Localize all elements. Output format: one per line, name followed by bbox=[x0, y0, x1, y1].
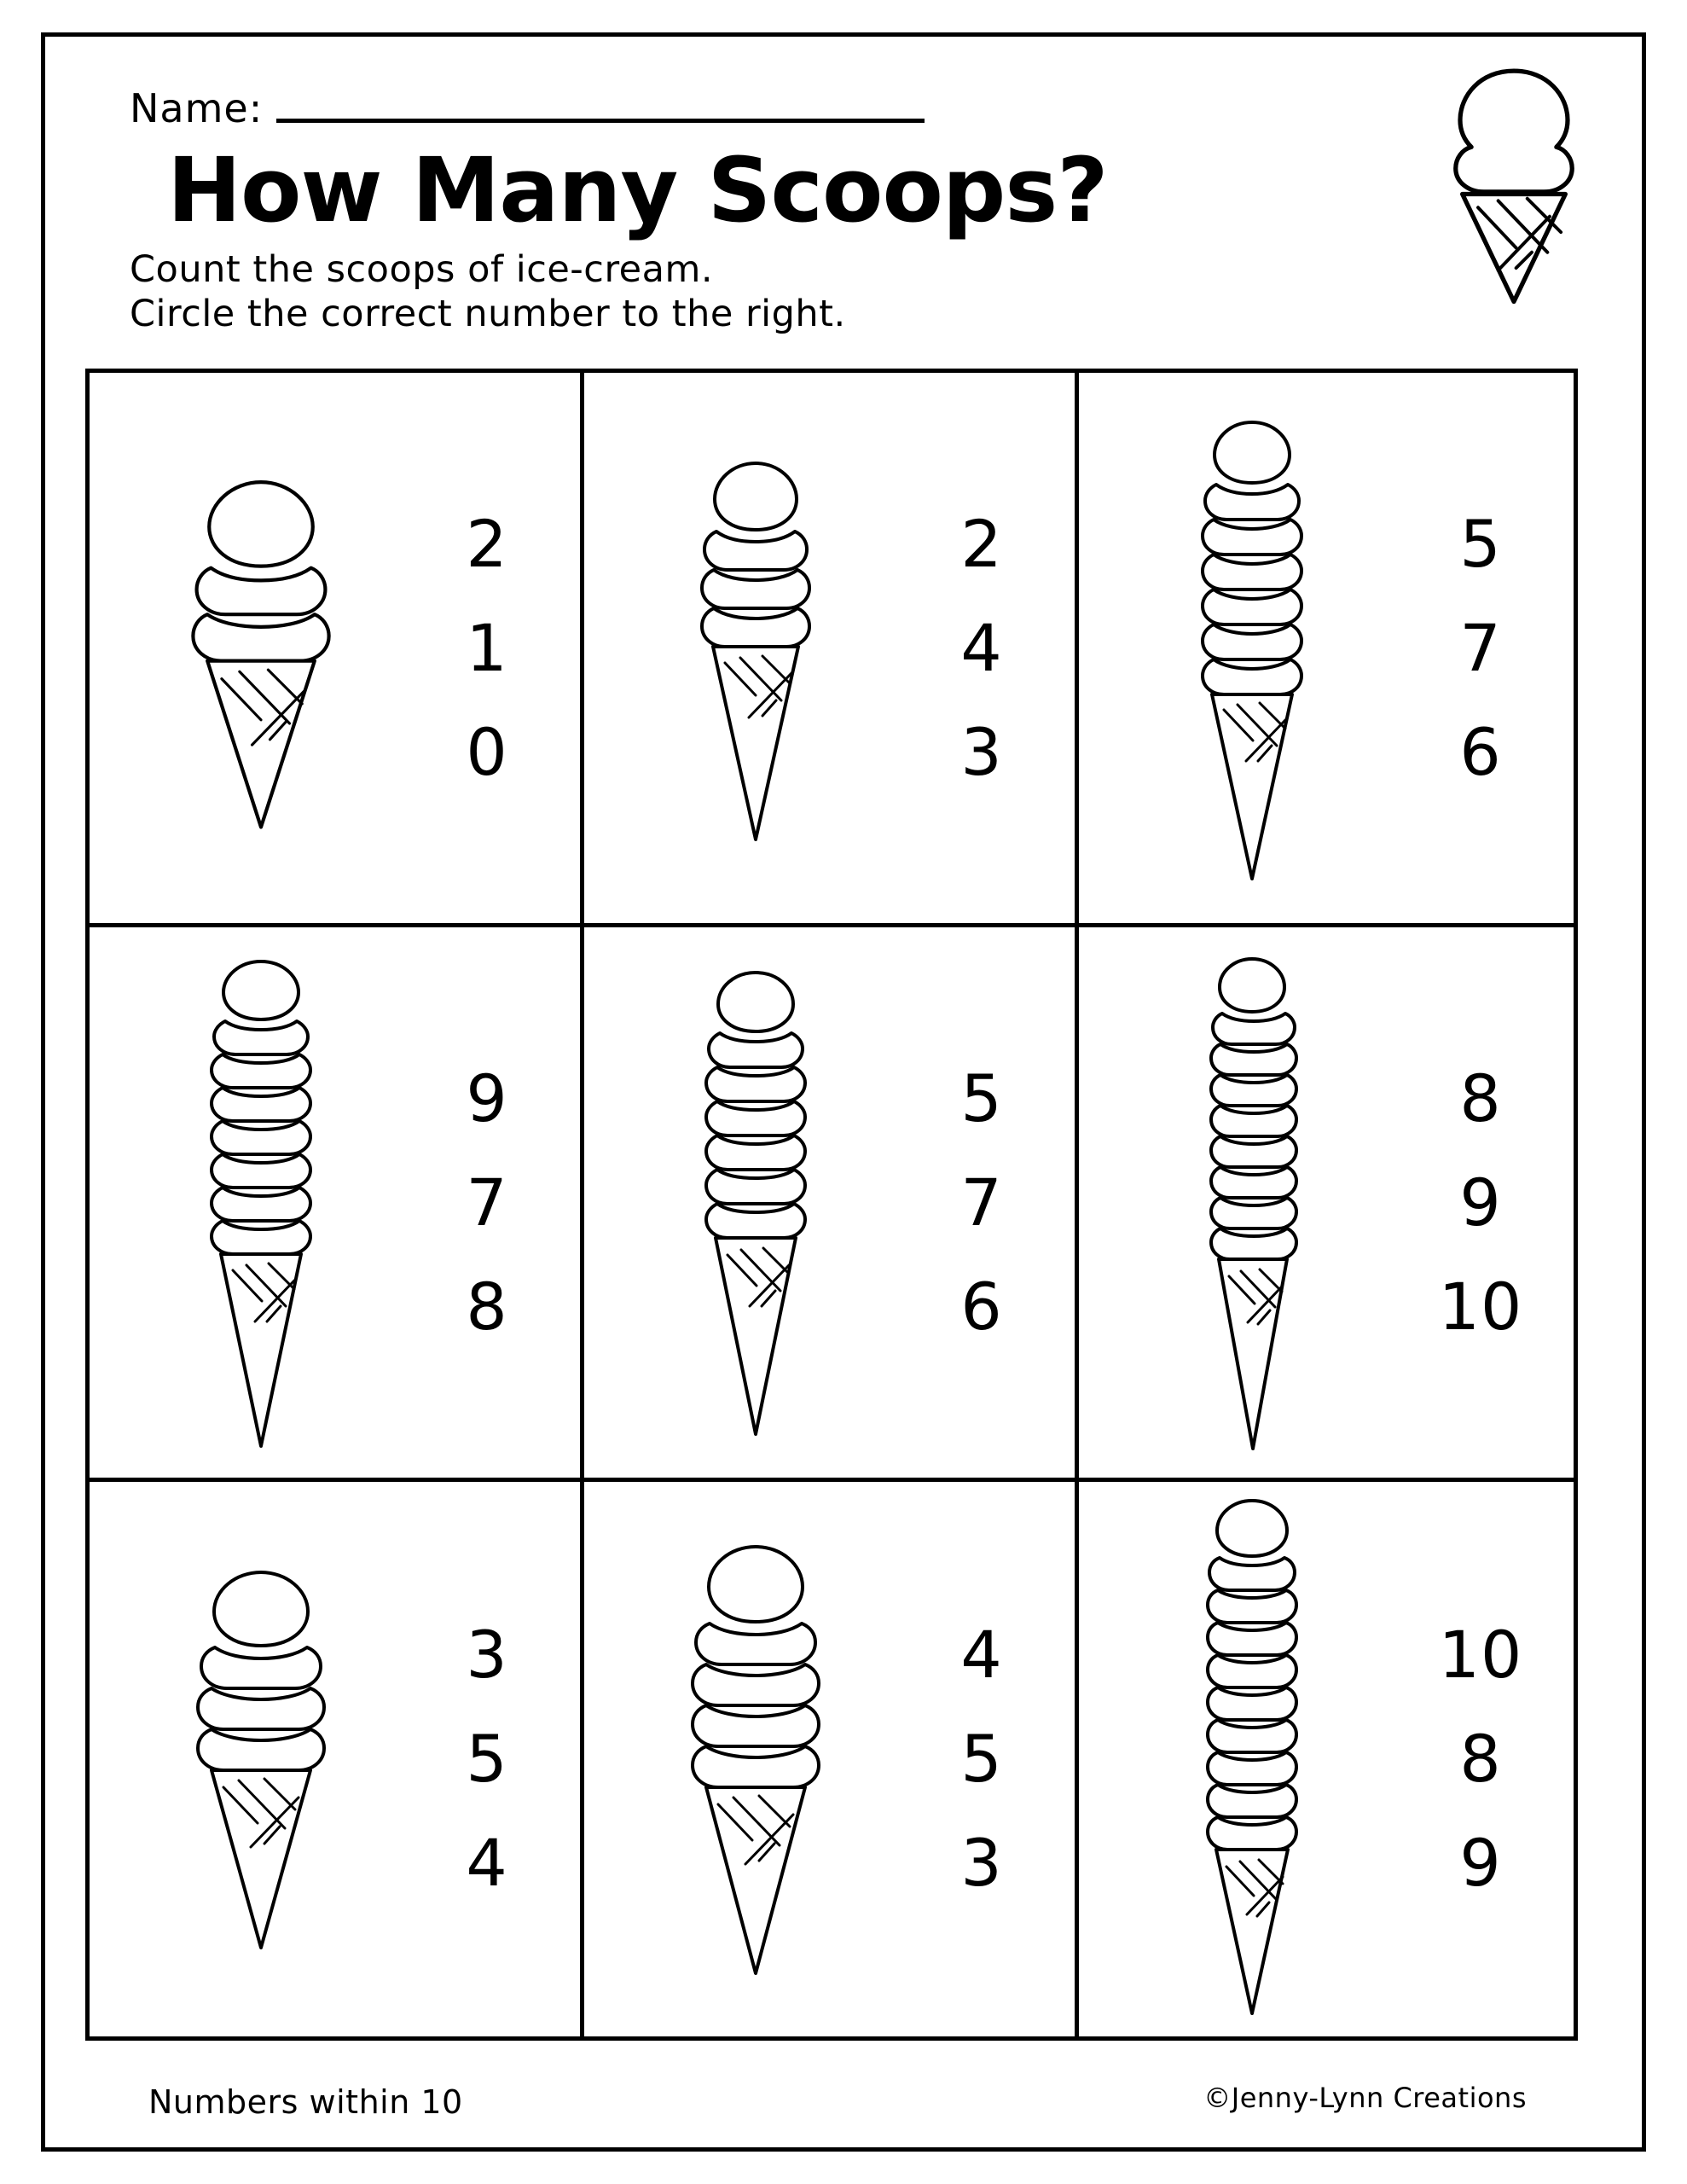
ice-cream-cone-icon bbox=[1087, 373, 1417, 923]
answer-choice[interactable]: 5 bbox=[960, 1721, 1003, 1797]
answer-choice[interactable]: 3 bbox=[466, 1617, 508, 1693]
ice-cream-cone-icon bbox=[98, 1482, 423, 2036]
ice-cream-cone-icon bbox=[1087, 1482, 1417, 2036]
answer-choice[interactable]: 8 bbox=[466, 1268, 508, 1345]
answer-choice[interactable]: 9 bbox=[466, 1060, 508, 1136]
answer-choice[interactable]: 6 bbox=[960, 1268, 1003, 1345]
answer-choice[interactable]: 10 bbox=[1438, 1617, 1523, 1693]
answer-choice[interactable]: 7 bbox=[1459, 609, 1502, 686]
name-label: Name: bbox=[130, 85, 264, 131]
answer-choice[interactable]: 3 bbox=[960, 713, 1003, 790]
answer-choice[interactable]: 5 bbox=[1459, 505, 1502, 582]
answer-choice[interactable]: 5 bbox=[960, 1060, 1003, 1136]
problem-cell bbox=[90, 1482, 584, 2036]
answer-choices bbox=[918, 927, 1046, 1478]
answer-choices bbox=[918, 1482, 1046, 2036]
answer-choices bbox=[423, 1482, 551, 2036]
ice-cream-cone-icon bbox=[593, 1482, 918, 2036]
answer-choice[interactable]: 7 bbox=[466, 1164, 508, 1240]
answer-choices bbox=[918, 373, 1046, 923]
answer-choice[interactable]: 9 bbox=[1459, 1164, 1502, 1240]
instructions bbox=[130, 247, 846, 337]
answer-choice[interactable]: 3 bbox=[960, 1825, 1003, 1901]
footer-note: Numbers within 10 bbox=[148, 2083, 463, 2121]
problem-grid bbox=[85, 369, 1578, 2041]
footer-credit: ©Jenny-Lynn Creations bbox=[1203, 2082, 1527, 2114]
ice-cream-cone-icon bbox=[1087, 927, 1417, 1478]
problem-cell bbox=[1079, 373, 1574, 927]
answer-choice[interactable]: 10 bbox=[1438, 1268, 1523, 1345]
problem-cell bbox=[1079, 1482, 1574, 2036]
problem-cell bbox=[1079, 927, 1574, 1482]
ice-cream-cone-icon bbox=[593, 373, 918, 923]
problem-cell bbox=[584, 373, 1079, 927]
answer-choices bbox=[1417, 927, 1545, 1478]
answer-choice[interactable]: 8 bbox=[1459, 1721, 1502, 1797]
ice-cream-cone-icon bbox=[98, 373, 423, 923]
answer-choice[interactable]: 2 bbox=[960, 505, 1003, 582]
answer-choice[interactable]: 4 bbox=[960, 1617, 1003, 1693]
answer-choice[interactable]: 5 bbox=[466, 1721, 508, 1797]
answer-choice[interactable]: 8 bbox=[1459, 1060, 1502, 1136]
ice-cream-cone-icon bbox=[98, 927, 423, 1478]
answer-choice[interactable]: 9 bbox=[1459, 1825, 1502, 1901]
problem-cell bbox=[90, 373, 584, 927]
answer-choice[interactable]: 0 bbox=[466, 713, 508, 790]
page-title: How Many Scoops? bbox=[167, 138, 1108, 242]
worksheet-content bbox=[67, 53, 1620, 2131]
ice-cream-cone-icon bbox=[1424, 61, 1603, 309]
answer-choice[interactable]: 1 bbox=[466, 609, 508, 686]
ice-cream-cone-icon bbox=[593, 927, 918, 1478]
answer-choice[interactable]: 4 bbox=[466, 1825, 508, 1901]
name-row bbox=[130, 85, 925, 131]
answer-choice[interactable]: 2 bbox=[466, 505, 508, 582]
problem-cell bbox=[584, 1482, 1079, 2036]
instruction-line-2: Circle the correct number to the right. bbox=[130, 293, 846, 336]
instruction-line-1: Count the scoops of ice-cream. bbox=[130, 248, 714, 291]
answer-choices bbox=[1417, 1482, 1545, 2036]
answer-choices bbox=[1417, 373, 1545, 923]
answer-choices bbox=[423, 373, 551, 923]
answer-choice[interactable]: 6 bbox=[1459, 713, 1502, 790]
name-write-line[interactable] bbox=[276, 119, 925, 123]
answer-choice[interactable]: 4 bbox=[960, 609, 1003, 686]
problem-cell bbox=[90, 927, 584, 1482]
problem-cell bbox=[584, 927, 1079, 1482]
answer-choices bbox=[423, 927, 551, 1478]
answer-choice[interactable]: 7 bbox=[960, 1164, 1003, 1240]
